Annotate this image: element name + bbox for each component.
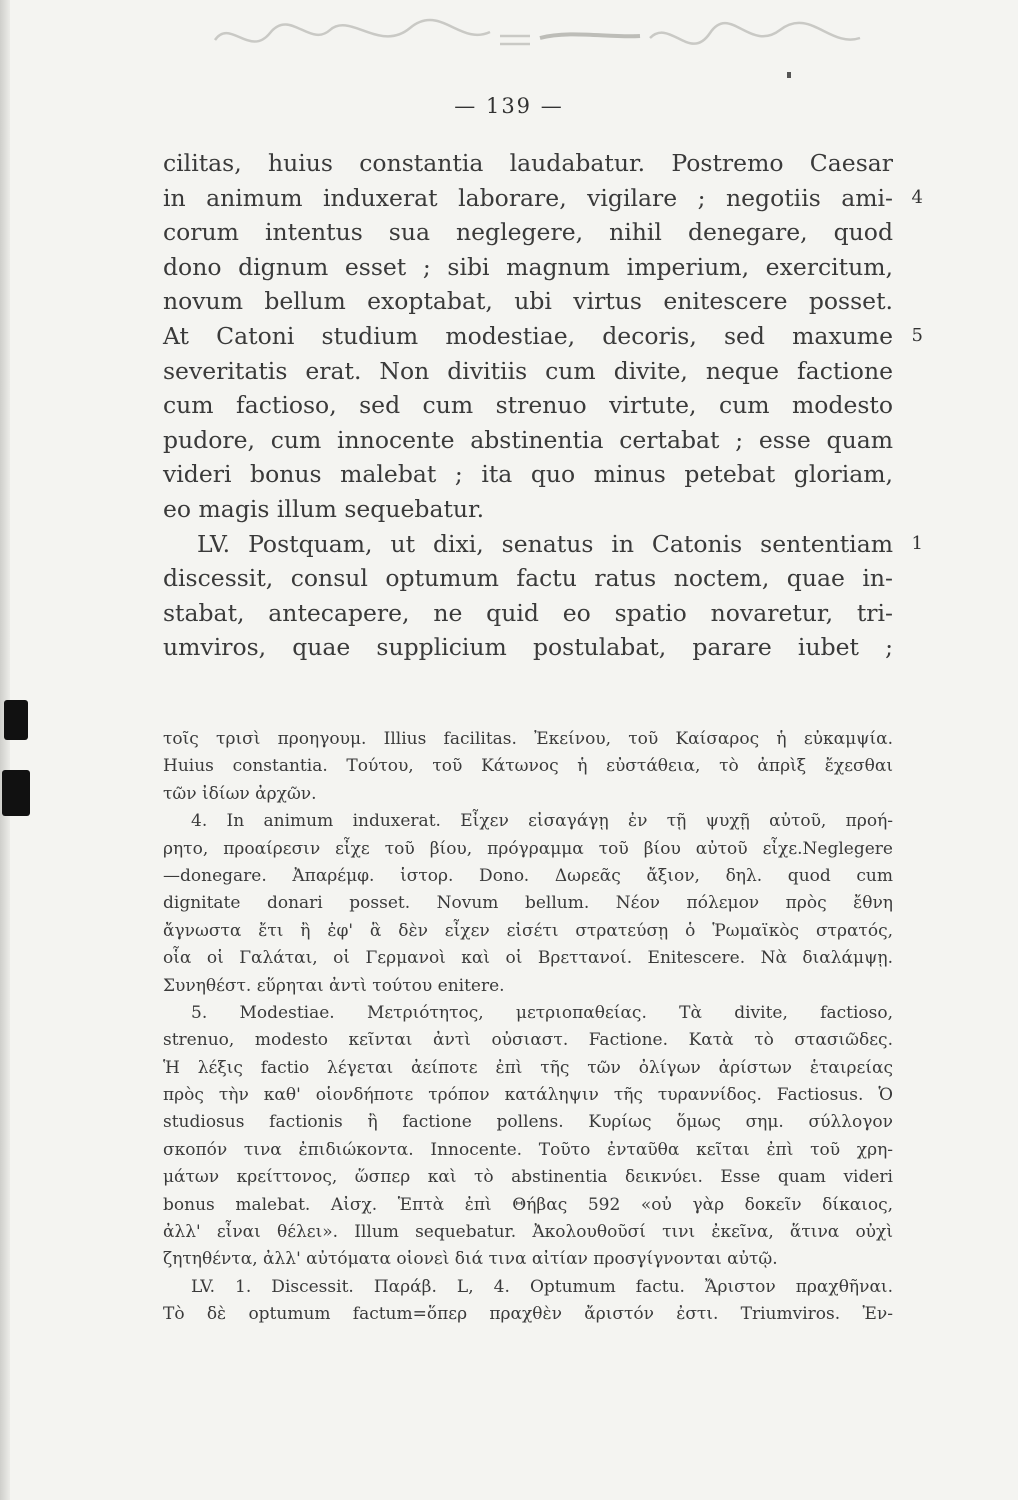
- text-line: videri bonus malebat ; ita quo minus petebat gloriam,: [163, 460, 893, 489]
- line-marker: 4: [911, 186, 923, 208]
- commentary-line: bonus malebat. Αἰσχ. Ἑπτὰ ἐπὶ Θήβας 592 «οὐ γὰρ δοκεῖν δίκαιος,: [163, 1194, 893, 1215]
- latin-text-block: [163, 146, 923, 665]
- commentary-line: ρητο, προαίρεσιν εἶχε τοῦ βίου, πρόγραμμα τοῦ βίου αὐτοῦ εἶχε.Neglegere: [163, 838, 893, 859]
- scan-blot: [2, 770, 30, 816]
- text-line: LV. Postquam, ut dixi, senatus in Catonis sententiam 1: [163, 527, 893, 562]
- commentary-line: —donegare. Ἀπαρέμφ. ἱστορ. Dono. Δωρεᾶς ἄξιον, δηλ. quod cum: [163, 865, 893, 886]
- commentary-line: Συνηθέστ. εὕρηται ἀντὶ τούτου enitere.: [163, 975, 505, 996]
- handwritten-scribble-icon: [210, 8, 870, 68]
- commentary-line: dignitate donari posset. Novum bellum. Νέον πόλεμον πρὸς ἔθνη: [163, 893, 893, 914]
- commentary-line: 4. In animum induxerat. Εἶχεν εἰσαγάγῃ ἐν τῇ ψυχῇ αὐτοῦ, προή-: [191, 811, 893, 832]
- commentary-line: Τὸ δὲ optumum factum=ὅπερ πραχθὲν ἄριστόν ἐστι. Triumviros. Ἐν-: [163, 1304, 893, 1325]
- text-line: pudore, cum innocente abstinentia certabat ; esse quam: [163, 425, 893, 454]
- text-line: corum intentus sua neglegere, nihil denegare, quod: [163, 218, 893, 247]
- commentary-line: τῶν ἰδίων ἀρχῶν.: [163, 783, 317, 804]
- text-line: stabat, antecapere, ne quid eo spatio novaretur, tri-: [163, 598, 893, 627]
- text-line: discessit, consul optumum factu ratus noctem, quae in-: [163, 564, 893, 593]
- commentary-line: ἄγνωστα ἔτι ἢ ἐφ' ἃ δὲν εἶχεν εἰσέτι στρατεύσῃ ὁ Ῥωμαϊκὸς στρατός,: [163, 920, 893, 941]
- commentary-line: Ἡ λέξις factio λέγεται ἀείποτε ἐπὶ τῆς τῶν ὀλίγων ἀρίστων ἑταιρείας: [163, 1057, 893, 1078]
- text-line: umviros, quae supplicium postulabat, parare iubet ;: [163, 633, 893, 662]
- page-number: — 139 —: [454, 94, 564, 118]
- line-marker: 5: [911, 324, 923, 346]
- commentary-block: [163, 726, 893, 1329]
- commentary-line: ἀλλ' εἶναι θέλει». Illum sequebatur. Ἀκολουθοῦσί τινι ἐκεῖνα, ἅτινα οὐχὶ: [163, 1222, 893, 1243]
- commentary-line: strenuo, modesto κεῖνται ἀντὶ οὐσιαστ. Factione. Κατὰ τὸ στασιῶδες.: [163, 1030, 893, 1051]
- text-line: severitatis erat. Non divitiis cum divite, neque factione: [163, 356, 893, 385]
- text-line: novum bellum exoptabat, ubi virtus enitescere posset.: [163, 287, 893, 316]
- commentary-line: πρὸς τὴν καθ' οἱονδήποτε τρόπον κατάληψιν τῆς τυραννίδος. Factiosus. Ὁ: [163, 1085, 893, 1106]
- commentary-line: σκοπόν τινα ἐπιδιώκοντα. Innocente. Τοῦτο ἐνταῦθα κεῖται ἐπὶ τοῦ χρη-: [163, 1139, 893, 1160]
- commentary-line: Huius constantia. Τούτου, τοῦ Κάτωνος ἡ εὐστάθεια, τὸ ἀπρὶξ ἔχεσθαι: [163, 756, 893, 777]
- corner-mark: [787, 72, 791, 78]
- text-line: in animum induxerat laborare, vigilare ; negotiis ami- 4: [163, 181, 893, 216]
- commentary-line: τοῖς τρισὶ προηγουμ. Illius facilitas. Ἐκείνου, τοῦ Καίσαρος ἡ εὐκαμψία.: [163, 729, 893, 749]
- commentary-line: οἷα οἱ Γαλάται, οἱ Γερμανοὶ καὶ οἱ Βρεττανοί. Enitescere. Νὰ διαλάμψῃ.: [163, 948, 893, 969]
- line-marker: 1: [911, 532, 923, 554]
- text-line: dono dignum esset ; sibi magnum imperium, exercitum,: [163, 252, 893, 281]
- scan-blot: [4, 700, 28, 740]
- text-line: eo magis illum sequebatur.: [163, 494, 485, 523]
- page-binding-edge: [0, 0, 10, 1500]
- commentary-line: ζητηθέντα, ἀλλ' αὐτόματα οἱονεὶ διά τινα αἰτίαν προσγίγνονται αὐτῷ.: [163, 1249, 778, 1270]
- commentary-line: LV. 1. Discessit. Παράβ. L, 4. Optumum factu. Ἄριστον πραχθῆναι.: [191, 1276, 893, 1297]
- text-line: At Catoni studium modestiae, decoris, sed maxume 5: [163, 319, 893, 354]
- handwritten-annotation: [210, 8, 870, 68]
- commentary-line: 5. Modestiae. Μετριότητος, μετριοπαθείας. Τὰ divite, factioso,: [191, 1002, 893, 1023]
- commentary-line: μάτων κρείττονος, ὥσπερ καὶ τὸ abstinentia δεικνύει. Esse quam videri: [163, 1167, 893, 1188]
- commentary-line: studiosus factionis ἢ factione pollens. Κυρίως ὅμως σημ. σύλλογον: [163, 1112, 893, 1133]
- text-line: cilitas, huius constantia laudabatur. Postremo Caesar: [163, 149, 893, 177]
- text-line: cum factioso, sed cum strenuo virtute, cum modesto: [163, 391, 893, 420]
